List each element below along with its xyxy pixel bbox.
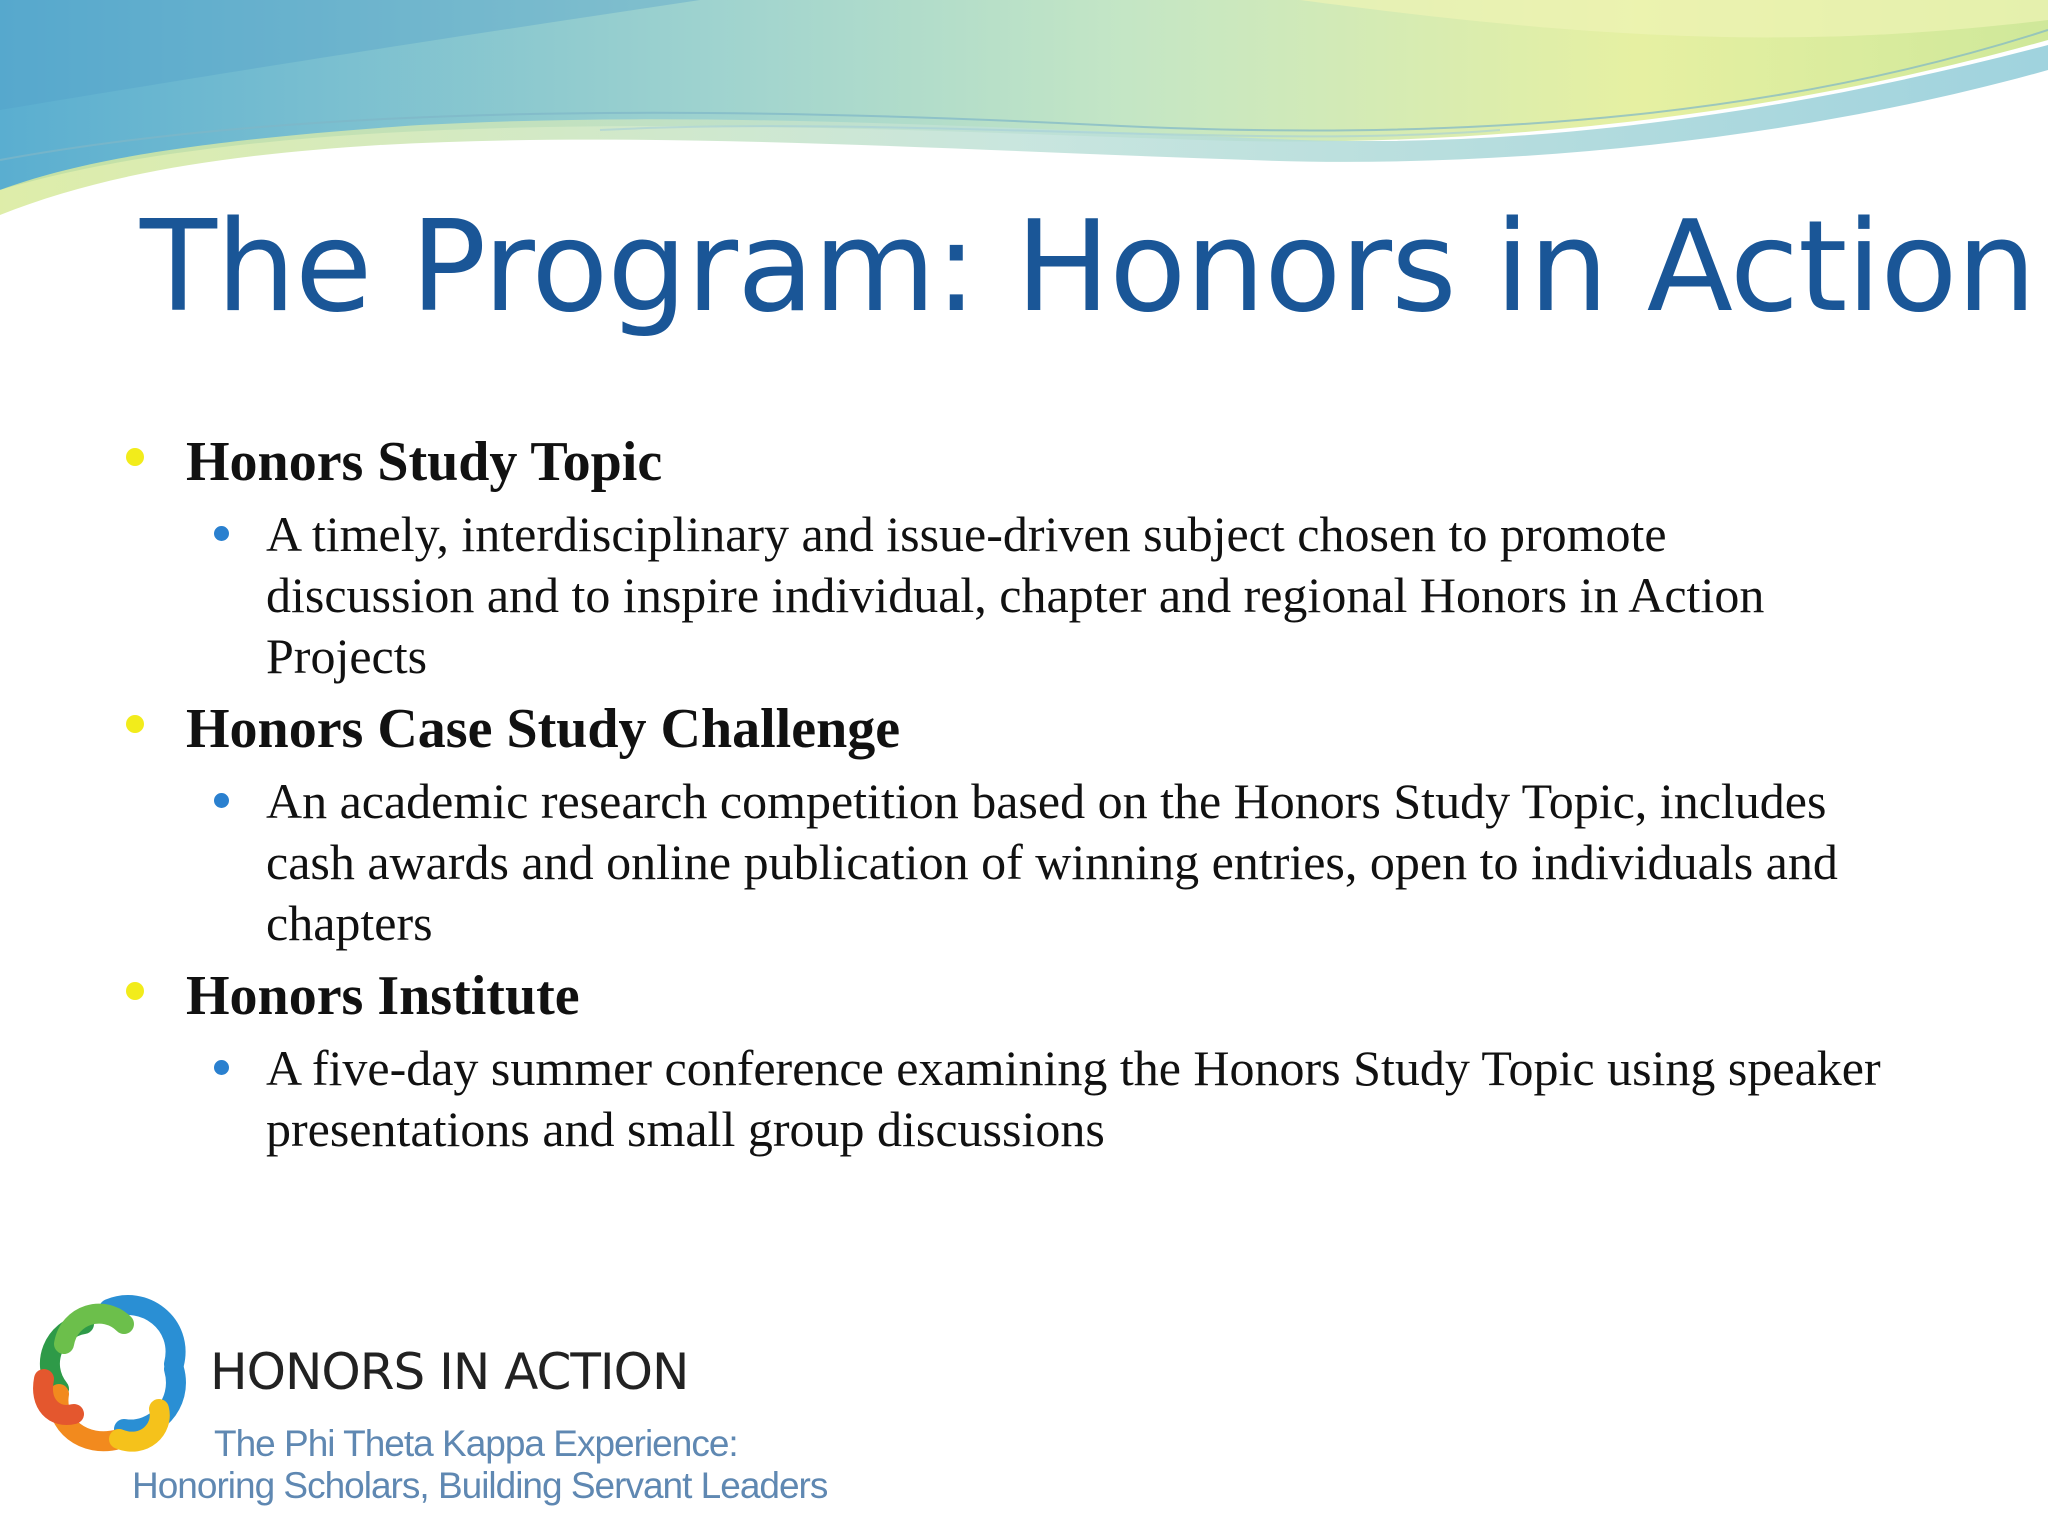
section-detail-text: A timely, interdisciplinary and issue-driven subject chosen to promote discussion and to inspire individual, chapter and regional Honors in Action Projects [266,506,1765,684]
yellow-bullet-icon [126,982,144,1000]
section-heading [120,691,1920,767]
blue-bullet-icon [214,1060,229,1075]
section-heading-text: Honors Institute [186,965,580,1027]
section-detail [266,771,1886,954]
interlocking-rings-logo-icon [24,1284,204,1464]
yellow-bullet-icon [126,448,144,466]
section-detail-text: An academic research competition based on the Honors Study Topic, includes cash awards and online publication of winning entries, open to individuals and chapters [266,773,1838,951]
blue-bullet-icon [214,526,229,541]
section-heading [120,958,1920,1034]
yellow-bullet-icon [126,715,144,733]
logo-tagline-line2: Honoring Scholars, Building Servant Leaders [132,1465,828,1506]
logo-title: HONORS IN ACTION [210,1343,689,1401]
bullet-list [120,424,1920,1164]
section-heading [120,424,1920,500]
logo-tagline-line1: The Phi Theta Kappa Experience: [214,1423,738,1464]
section-detail [266,1038,1886,1160]
list-item [120,424,1920,687]
list-item [120,958,1920,1160]
section-detail [266,504,1886,687]
section-heading-text: Honors Case Study Challenge [186,698,901,760]
section-detail-text: A five-day summer conference examining the Honors Study Topic using speaker presentations and small group discussions [266,1040,1881,1157]
list-item [120,691,1920,954]
slide-title: The Program: Honors in Action [140,193,2036,340]
honors-in-action-logo [24,1284,828,1514]
blue-bullet-icon [214,793,229,808]
section-heading-text: Honors Study Topic [186,431,663,493]
